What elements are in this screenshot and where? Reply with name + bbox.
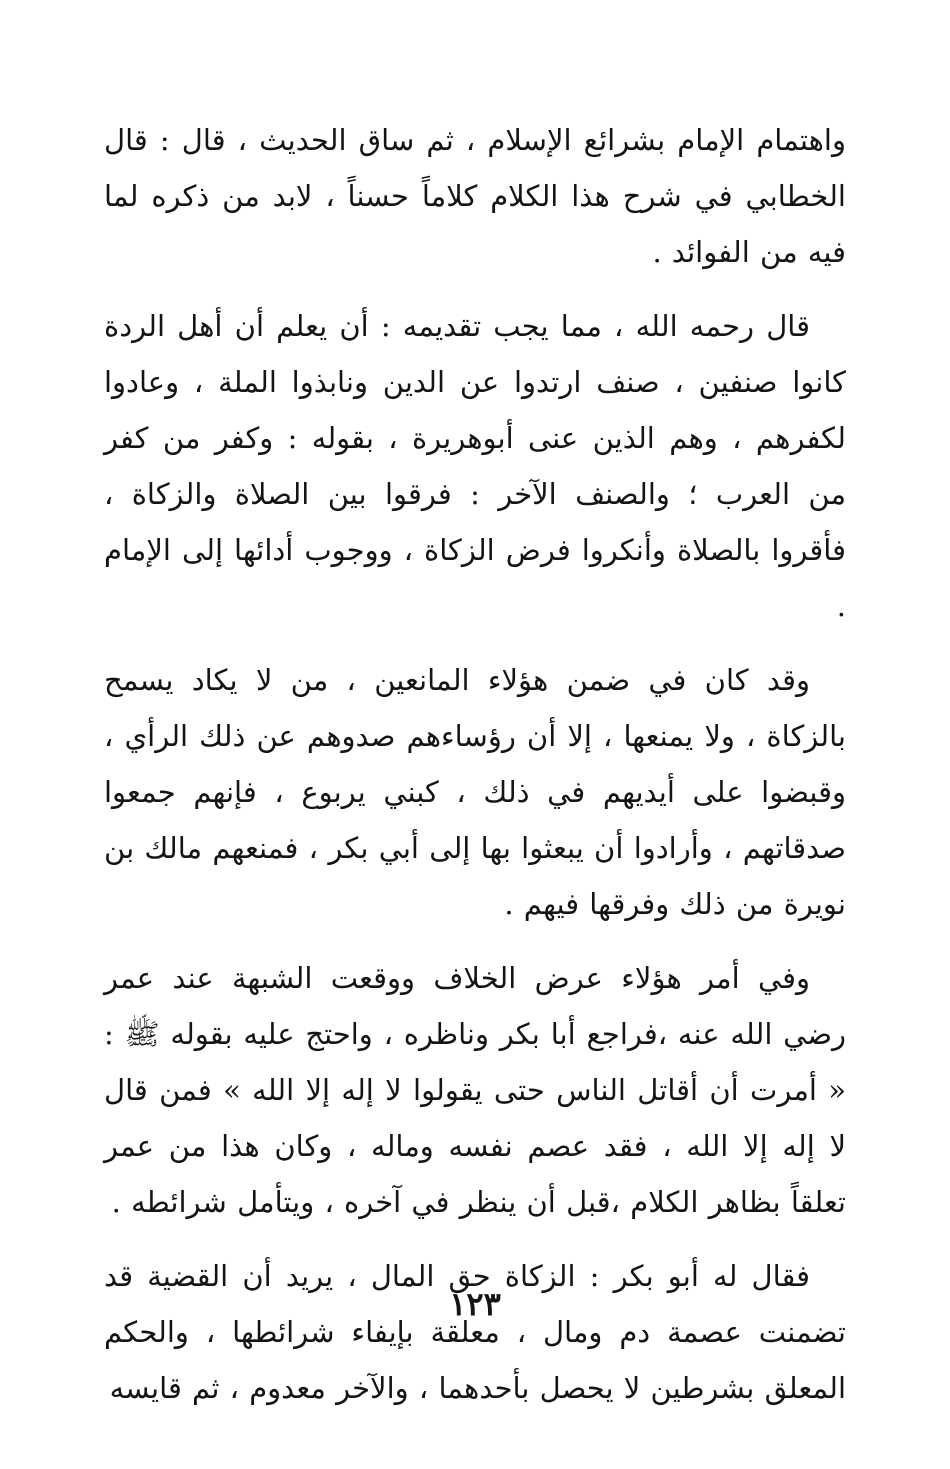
paragraph-1: واهتمام الإمام بشرائع الإسلام ، ثم ساق الحديث ، قال : قال الخطابي في شرح هذا الكلام كلاماً حسناً ، لابد من ذكره لما فيه من الفوائد .: [104, 123, 846, 269]
paragraph-5: فقال له أبو بكر : الزكاة حق المال ، يريد أن القضية قد تضمنت عصمة دم ومال ، معلقة بإيفاء شرائطها ، والحكم المعلق بشرطين لا يحصل بأحدهما ، والآخر معدوم ، ثم قايسه: [104, 1259, 846, 1405]
paragraph-2: قال رحمه الله ، مما يجب تقديمه : أن يعلم أن أهل الردة كانوا صنفين ، صنف ارتدوا عن الدين ونابذوا الملة ، وعادوا لكفرهم ، وهم الذين عنى أبوهريرة ، بقوله : وكفر من كفر من العرب ؛ والصنف الآخر : فرقوا بين الصلاة والزكاة ، فأقروا بالصلاة وأنكروا فرض الزكاة ، ووجوب أدائها إلى الإمام .: [104, 309, 846, 623]
paragraph-3: وقد كان في ضمن هؤلاء المانعين ، من لا يكاد يسمح بالزكاة ، ولا يمنعها ، إلا أن رؤساءهم صدوهم عن ذلك الرأي ، وقبضوا على أيديهم في ذلك ، كبني يربوع ، فإنهم جمعوا صدقاتهم ، وأرادوا أن يبعثوا بها إلى أبي بكر ، فمنعهم مالك بن نويرة من ذلك وفرقها فيهم .: [104, 663, 846, 921]
paragraph-4: وفي أمر هؤلاء عرض الخلاف ووقعت الشبهة عند عمر رضي الله عنه ،فراجع أبا بكر وناظره ، واحتج عليه بقوله ﷺ : « أمرت أن أقاتل الناس حتى يقولوا لا إله إلا الله » فمن قال لا إله إلا الله ، فقد عصم نفسه وماله ، وكان هذا من عمر تعلقاً بظاهر الكلام ،قبل أن ينظر في آخره ، ويتأمل شرائطه .: [104, 961, 846, 1219]
body-text: [104, 112, 846, 1416]
page-number: ١٢٣: [449, 1285, 501, 1323]
